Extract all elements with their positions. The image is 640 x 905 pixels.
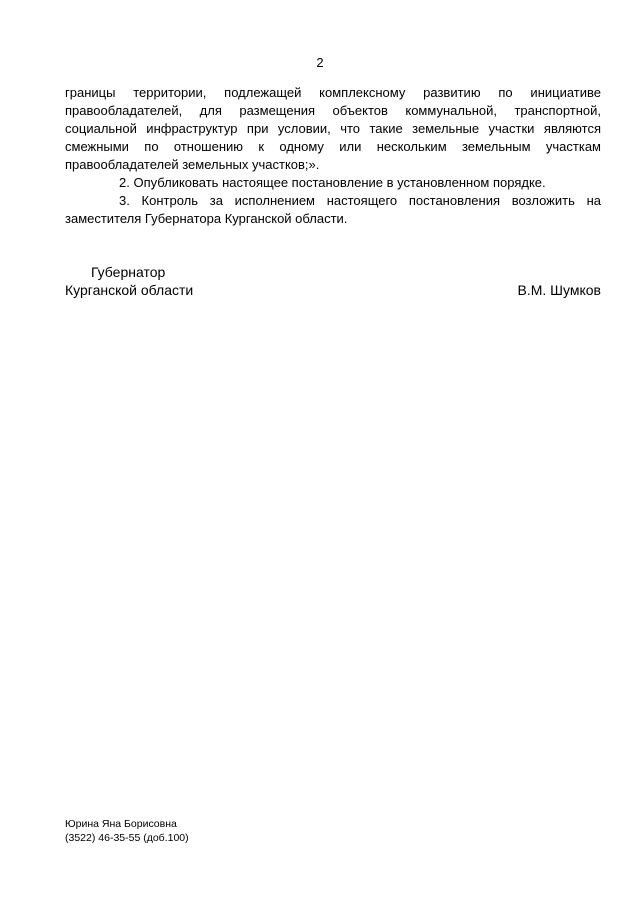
- page-number: 2: [316, 55, 324, 70]
- executor-info: [65, 817, 189, 845]
- body-line: границы территории, подлежащей комплексному развитию по инициативе: [65, 85, 601, 100]
- signatory-title: Губернатор: [91, 264, 166, 280]
- body-line: заместителя Губернатора Курганской области.: [65, 211, 348, 226]
- paragraph-control: 3. Контроль за исполнением настоящего постановления возложить на: [119, 193, 601, 208]
- signatory-name: В.М. Шумков: [517, 282, 601, 298]
- body-line: правообладателей, для размещения объектов коммунальной, транспортной,: [65, 103, 601, 118]
- body-line: правообладателей земельных участков;».: [65, 157, 320, 172]
- body-line: социальной инфраструктур при условии, что такие земельные участки являются: [65, 121, 601, 136]
- signature-block: [65, 263, 601, 299]
- document-body: [65, 84, 601, 228]
- signatory-region: Курганской области: [65, 282, 194, 298]
- executor-phone: (3522) 46-35-55 (доб.100): [65, 832, 189, 844]
- paragraph-publish: 2. Опубликовать настоящее постановление в установленном порядке.: [119, 175, 546, 190]
- body-line: смежными по отношению к одному или нескольким земельным участкам: [65, 139, 601, 154]
- executor-name: Юрина Яна Борисовна: [65, 818, 177, 830]
